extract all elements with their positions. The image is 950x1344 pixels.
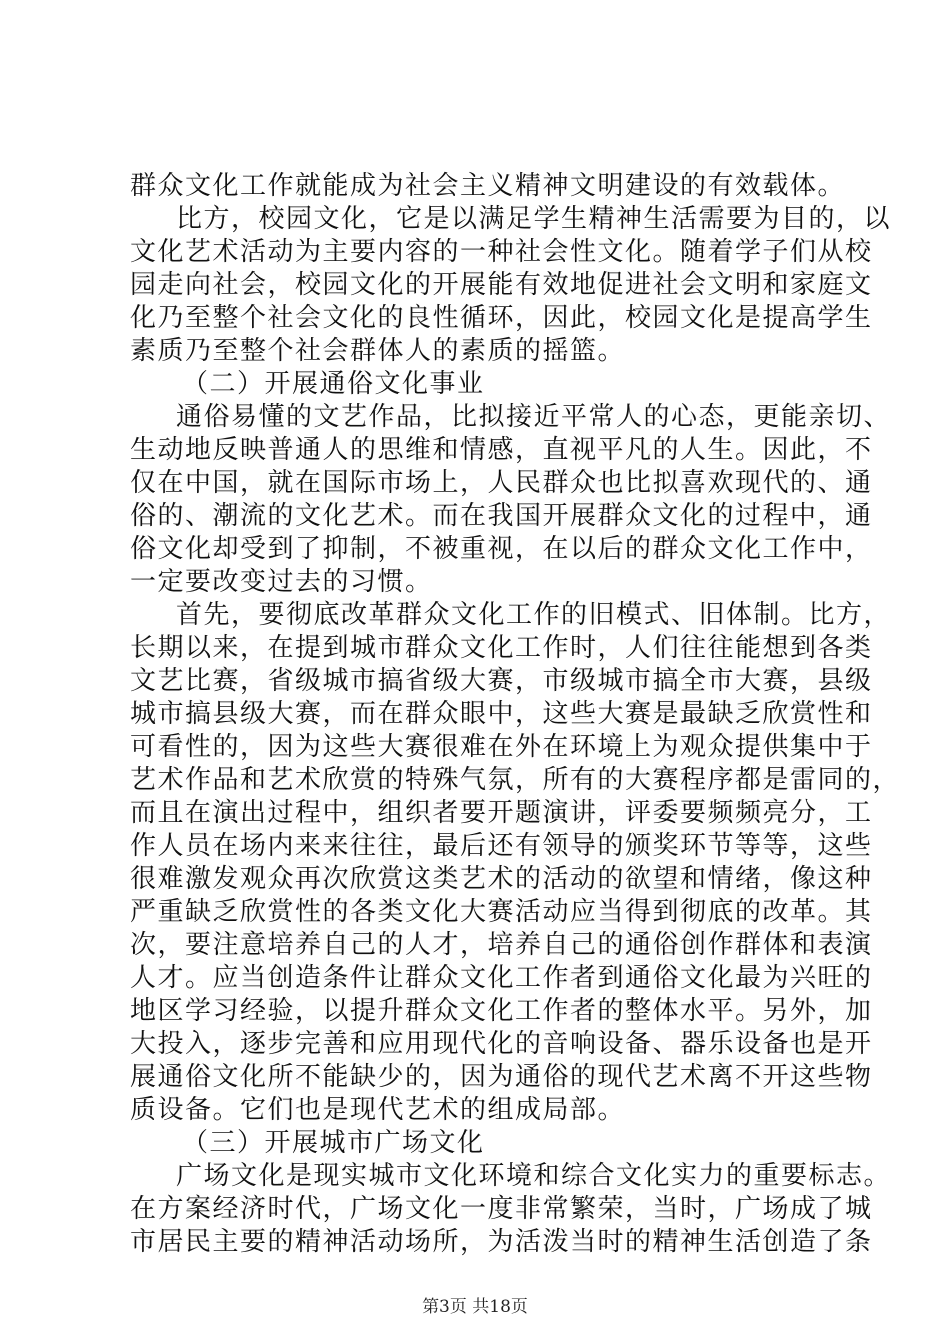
text-line: 严重缺乏欣赏性的各类文化大赛活动应当得到彻底的改革。其 [130,897,873,927]
text-line: 文艺比赛，省级城市搞省级大赛，市级城市搞全市大赛，县级 [130,666,873,696]
text-line: 次，要注意培养自己的人才，培养自己的通俗创作群体和表演 [130,930,873,960]
text-line: 大投入，逐步完善和应用现代化的音响设备、器乐设备也是开 [130,1029,873,1059]
text-line: 广场文化是现实城市文化环境和综合文化实力的重要标志。 [176,1161,892,1191]
document-body [130,170,901,1259]
page-number-label: 第3页 共18页 [422,1297,528,1317]
page-footer [0,1292,950,1317]
text-line: 首先，要彻底改革群众文化工作的旧模式、旧体制。比方， [176,600,892,630]
section-heading: （二）开展通俗文化事业 [182,369,485,399]
text-line: 生动地反映普通人的思维和情感，直视平凡的人生。因此，不 [130,435,873,465]
text-line: 城市搞县级大赛，而在群众眼中，这些大赛是最缺乏欣赏性和 [130,699,873,729]
text-line: 素质乃至整个社会群体人的素质的摇篮。 [130,336,626,366]
text-line: 一定要改变过去的习惯。 [130,567,433,597]
text-line: 而且在演出过程中，组织者要开题演讲，评委要频频亮分，工 [130,798,873,828]
text-line: 质设备。它们也是现代艺术的组成局部。 [130,1095,626,1125]
text-line: 在方案经济时代，广场文化一度非常繁荣，当时，广场成了城 [130,1194,873,1224]
text-line: 园走向社会，校园文化的开展能有效地促进社会文明和家庭文 [130,270,873,300]
text-line: 群众文化工作就能成为社会主义精神文明建设的有效载体。 [130,171,846,201]
text-line: 化乃至整个社会文化的良性循环，因此，校园文化是提高学生 [130,303,873,333]
text-line: 作人员在场内来来往往，最后还有领导的颁奖环节等等，这些 [130,831,873,861]
text-line: 通俗易懂的文艺作品，比拟接近平常人的心态，更能亲切、 [176,402,892,432]
text-line: 文化艺术活动为主要内容的一种社会性文化。随着学子们从校 [130,237,873,267]
text-line: 可看性的，因为这些大赛很难在外在环境上为观众提供集中于 [130,732,873,762]
text-line: 俗的、潮流的文化艺术。而在我国开展群众文化的过程中，通 [130,501,873,531]
text-line: 展通俗文化所不能缺少的，因为通俗的现代艺术离不开这些物 [130,1062,873,1092]
text-line: 长期以来，在提到城市群众文化工作时，人们往往能想到各类 [130,633,873,663]
text-line: 人才。应当创造条件让群众文化工作者到通俗文化最为兴旺的 [130,963,873,993]
text-line: 艺术作品和艺术欣赏的特殊气氛，所有的大赛程序都是雷同的， [130,765,901,795]
text-line: 很难激发观众再次欣赏这类艺术的活动的欲望和情绪，像这种 [130,864,873,894]
text-line: 仅在中国，就在国际市场上，人民群众也比拟喜欢现代的、通 [130,468,873,498]
text-line: 比方，校园文化，它是以满足学生精神生活需要为目的，以 [176,204,892,234]
text-line: 俗文化却受到了抑制，不被重视，在以后的群众文化工作中， [130,534,873,564]
section-heading: （三）开展城市广场文化 [182,1128,485,1158]
text-line: 市居民主要的精神活动场所，为活泼当时的精神生活创造了条 [130,1227,873,1257]
text-line: 地区学习经验，以提升群众文化工作者的整体水平。另外，加 [130,996,873,1026]
